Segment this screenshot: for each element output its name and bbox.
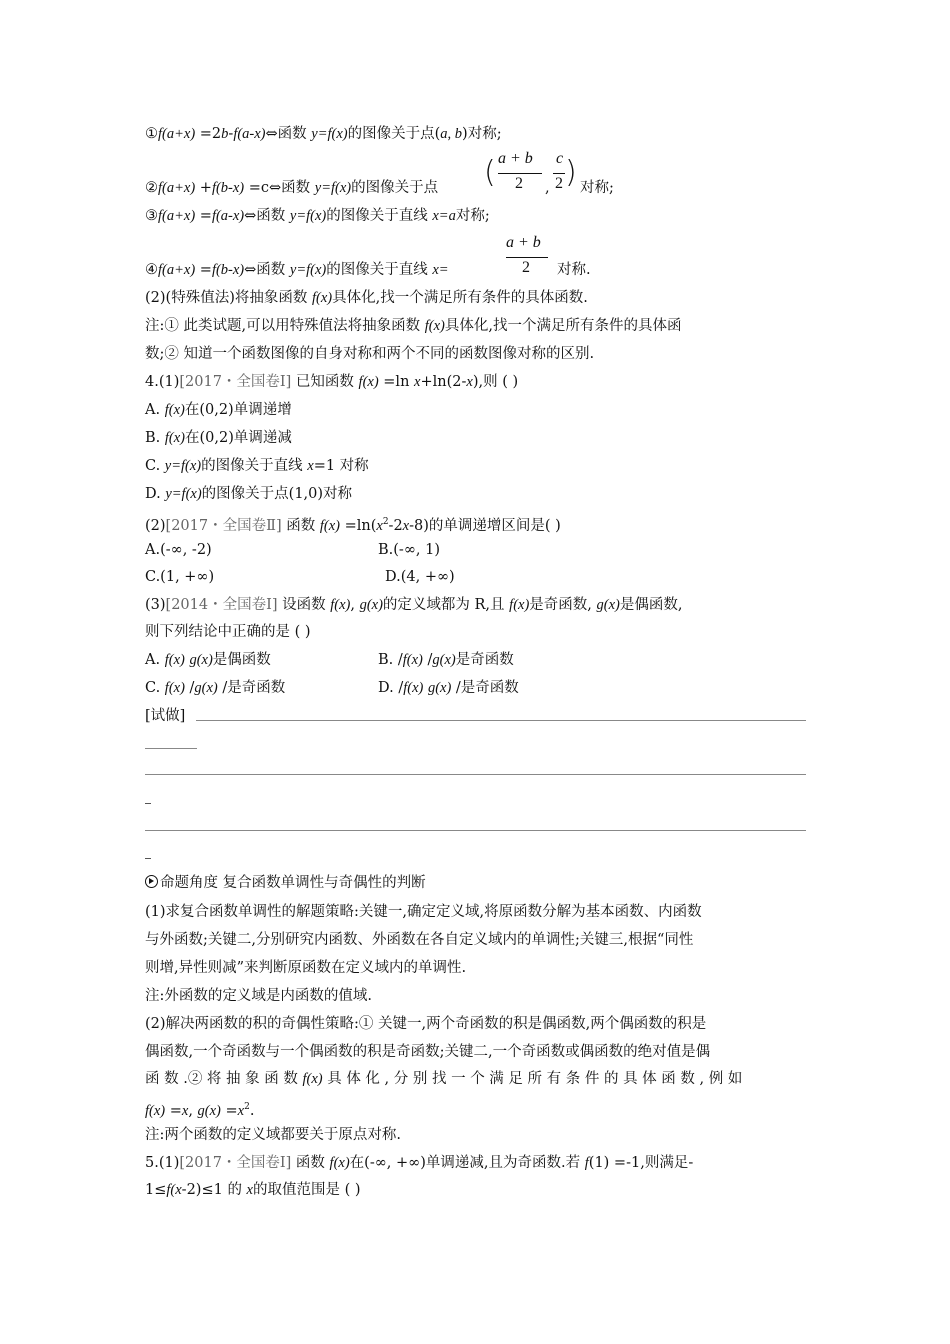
option-a: A. f(x)在(0,2)单调递增 [145, 402, 292, 418]
option-d: D. y=f(x)的图像关于点(1,0)对称 [145, 486, 353, 502]
answer-line[interactable] [145, 774, 806, 775]
option-b: B. f(x)在(0,2)单调递减 [145, 430, 292, 446]
play-circle-icon [145, 875, 158, 888]
strategy-1-line-1: (1)求复合函数单调性的解题策略:关键一,确定定义域,将原函数分解为基本函数、内函数 [145, 904, 702, 920]
note-1-line-2: 数;② 知道一个函数图像的自身对称和两个不同的函数图像对称的区别. [145, 346, 595, 362]
question-5-1-line-2: 1≤f(x-2)≤1 的 x的取值范围是 ( ) [145, 1182, 361, 1198]
answer-line[interactable] [145, 748, 197, 749]
option-c: C.(1, +∞) [145, 569, 215, 585]
answer-line[interactable] [196, 720, 806, 721]
answer-line[interactable] [145, 830, 806, 831]
source-tag: [2017・全国卷Ⅰ] [179, 374, 292, 390]
property-4-tail: 对称. [557, 262, 591, 278]
source-tag: [2017・全国卷Ⅰ] [179, 1155, 292, 1171]
property-1: ①f(a+x) =2b-f(a-x)⇔函数 y=f(x)的图像关于点(a, b)对称; [145, 126, 502, 142]
question-4-1: 4.(1)[2017・全国卷Ⅰ] 已知函数 f(x) =ln x+ln(2-x),则 ( ) [145, 374, 519, 390]
source-tag: [2014・全国卷Ⅰ] [165, 597, 278, 613]
property-2: ②f(a+x) +f(b-x) =c⇔函数 y=f(x)的图像关于点 [145, 180, 439, 196]
method-2: (2)(特殊值法)将抽象函数 f(x)具体化,找一个满足所有条件的具体函数. [145, 290, 588, 306]
option-b: B.(-∞, 1) [378, 542, 441, 558]
strategy-1-note: 注:外函数的定义域是内函数的值域. [145, 988, 372, 1004]
option-c: C. y=f(x)的图像关于直线 x=1 对称 [145, 458, 369, 474]
option-d: D. /f(x) g(x) /是奇函数 [378, 680, 519, 696]
fraction-a-plus-b-over-2: a + b 2 [498, 150, 542, 196]
property-2-tail: 对称; [580, 180, 614, 196]
strategy-2-line-2: 偶函数,一个奇函数与一个偶函数的积是奇函数;关键二,一个奇函数或偶函数的绝对值是偶 [145, 1044, 711, 1060]
strategy-1-line-2: 与外函数;关键二,分别研究内函数、外函数在各自定义域内的单调性;关键三,根据“同性 [145, 932, 694, 948]
try-label: [试做] [145, 708, 186, 724]
strategy-2-line-1: (2)解决两函数的积的奇偶性策略:① 关键一,两个奇函数的积是偶函数,两个偶函数的积是 [145, 1016, 707, 1032]
strategy-2-note: 注:两个函数的定义域都要关于原点对称. [145, 1127, 401, 1143]
fraction-a-plus-b-over-2-line: a + b 2 [506, 234, 548, 280]
strategy-2-line-4: f(x) =x, $g(x) =x^2$. [145, 1102, 255, 1119]
strategy-1-line-3: 则增,异性则减”来判断原函数在定义域内的单调性. [145, 960, 467, 976]
answer-line-end [145, 803, 151, 804]
option-d: D.(4, +∞) [385, 569, 455, 585]
strategy-2-line-3: 函 数 .② 将 抽 象 函 数 f(x) 具 体 化 , 分 别 找 一 个 满 足 所 有 条 件 的 具 体 函 数 , 例 如 [145, 1071, 743, 1087]
property-3: ③f(a+x) =f(a-x)⇔函数 y=f(x)的图像关于直线 x=a对称; [145, 208, 490, 224]
comma: , [545, 180, 550, 196]
question-4-2: (2)[2017・全国卷Ⅱ] 函数 $f(x) =\ln(x^2-2x-8)$的单调递增区间是( ) [145, 517, 561, 534]
option-a: A. f(x) g(x)是偶函数 [145, 652, 271, 668]
question-4-3: (3)[2014・全国卷Ⅰ] 设函数 f(x), g(x)的定义域都为 R,且 f(x)是奇函数, g(x)是偶函数, [145, 597, 683, 613]
left-paren: ( [484, 155, 496, 190]
property-4: ④f(a+x) =f(b-x)⇔函数 y=f(x)的图像关于直线 x= [145, 262, 449, 278]
question-4-3-line-2: 则下列结论中正确的是 ( ) [145, 624, 311, 640]
option-c: C. f(x) /g(x) /是奇函数 [145, 680, 286, 696]
fraction-c-over-2: c 2 [555, 150, 564, 192]
source-tag: [2017・全国卷Ⅱ] [165, 517, 282, 534]
question-5-1: 5.(1)[2017・全国卷Ⅰ] 函数 f(x)在(-∞, +∞)单调递减,且为奇函数.若 f(1) =-1,则满足- [145, 1155, 694, 1171]
option-b: B. /f(x) /g(x)是奇函数 [378, 652, 514, 668]
note-1-line-1: 注:① 此类试题,可以用特殊值法将抽象函数 f(x)具体化,找一个满足所有条件的具体函 [145, 318, 682, 334]
option-a: A.(-∞, -2) [145, 542, 212, 558]
right-paren: ) [565, 155, 577, 190]
angle-heading: 命题角度 复合函数单调性与奇偶性的判断 [145, 873, 426, 893]
answer-line-end [145, 858, 151, 859]
